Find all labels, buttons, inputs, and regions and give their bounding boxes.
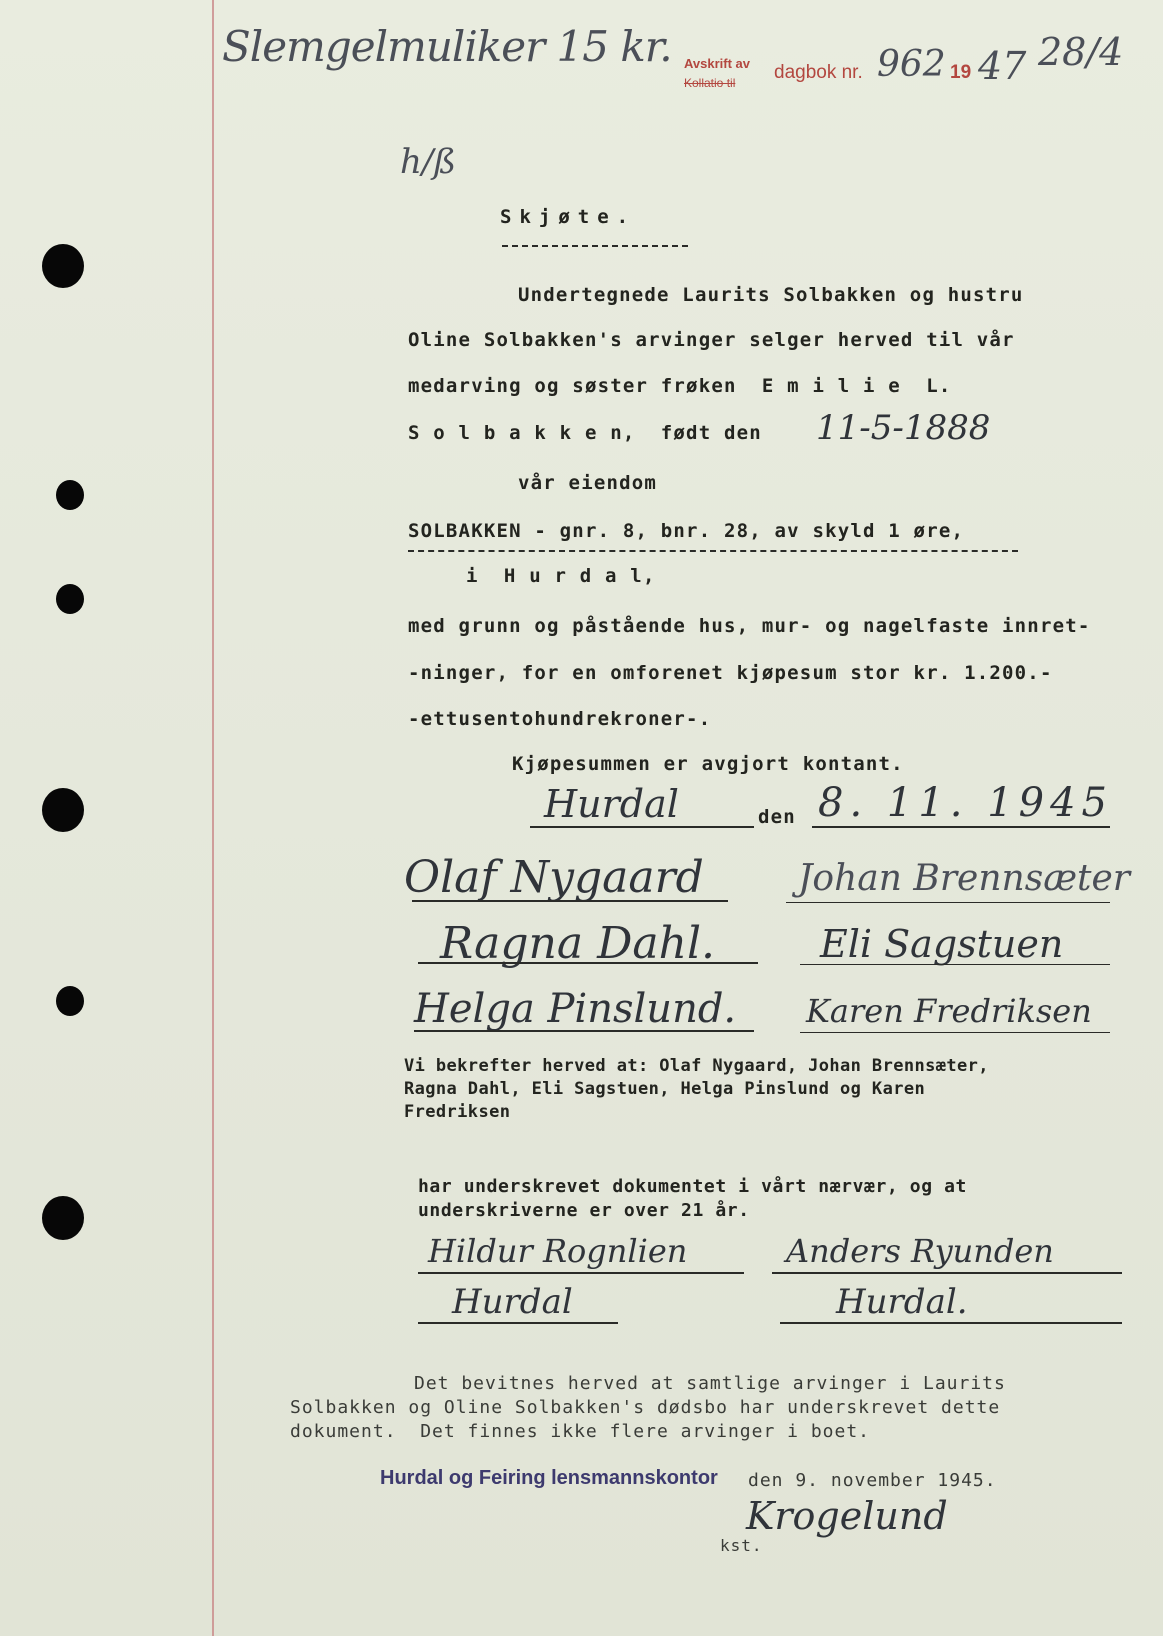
- body-line-var-eiendom: vår eiendom: [518, 472, 658, 494]
- date-handwritten-main: 8. 11. 1945: [818, 780, 1114, 826]
- red-margin-line: [212, 0, 214, 1636]
- dagbok-number: 962: [877, 44, 946, 85]
- signature-right-1: Johan Brennsæter: [798, 858, 1131, 899]
- witness-right-signature: Anders Ryunden: [786, 1232, 1054, 1270]
- document-title: Skjøte.: [500, 206, 637, 228]
- lensmann-signature: Krogelund: [746, 1494, 948, 1538]
- signature-rule: [412, 900, 728, 902]
- payment-line: Kjøpesummen er avgjort kontant.: [512, 753, 904, 775]
- body-line-2: Oline Solbakken's arvinger selger herved til vår: [408, 329, 1015, 351]
- signature-left-2: Ragna Dahl.: [440, 918, 715, 969]
- signature-rule: [418, 962, 758, 964]
- kst-label: kst.: [720, 1536, 763, 1555]
- attestation-date: den 9. november 1945.: [748, 1470, 997, 1491]
- signature-right-2: Eli Sagstuen: [820, 922, 1064, 966]
- stamp-kollatio: Kollatio til: [684, 76, 736, 90]
- body-line-5: med grunn og påstående hus, mur- og nagelfaste innret-: [408, 615, 1091, 637]
- stamp-dagbok-label: dagbok nr.: [774, 62, 863, 83]
- witness-confirm-line-3: Fredriksen: [404, 1102, 511, 1122]
- title-underline: [502, 245, 688, 247]
- signature-left-1: Olaf Nygaard: [404, 852, 704, 903]
- year-handwritten: 47: [978, 44, 1027, 88]
- signature-rule: [418, 1272, 744, 1274]
- body-line-1: Undertegnede Laurits Solbakken og hustru: [518, 284, 1024, 306]
- punch-hole: [42, 244, 84, 288]
- body-line-7: -ettusentohundrekroner-.: [408, 708, 712, 730]
- witness-signed-line-2: underskriverne er over 21 år.: [418, 1200, 750, 1221]
- witness-left-signature: Hildur Rognlien: [428, 1232, 688, 1270]
- witness-left-place: Hurdal: [452, 1282, 573, 1322]
- punch-hole: [42, 788, 84, 832]
- punch-hole: [42, 1196, 84, 1240]
- witness-confirm-line-1: Vi bekrefter herved at: Olaf Nygaard, Johan Brennsæter,: [404, 1056, 989, 1076]
- signature-rule: [772, 1272, 1122, 1274]
- body-line-3: medarving og søster frøken E m i l i e L.: [408, 375, 952, 397]
- witness-signed-line-1: har underskrevet dokumentet i vårt nærvær, og at: [418, 1176, 967, 1197]
- attestation-line-1: Det bevitnes herved at samtlige arvinger i Laurits: [414, 1373, 1006, 1394]
- place-line: i H u r d a l,: [466, 565, 656, 587]
- place-line-rule: [530, 826, 754, 828]
- date-line-rule: [812, 826, 1110, 828]
- property-line: SOLBAKKEN - gnr. 8, bnr. 28, av skyld 1 øre,: [408, 520, 965, 542]
- witness-confirm-line-2: Ragna Dahl, Eli Sagstuen, Helga Pinslund og Karen: [404, 1079, 926, 1099]
- body-line-6: -ninger, for en omforenet kjøpesum stor kr. 1.200.-: [408, 662, 1053, 684]
- attestation-line-3: dokument. Det finnes ikke flere arvinger i boet.: [290, 1421, 871, 1442]
- stamp-avskrift: Avskrift av: [684, 56, 750, 71]
- lensmann-office-stamp: Hurdal og Feiring lensmannskontor: [380, 1467, 718, 1489]
- punch-hole: [56, 584, 84, 614]
- signature-rule: [786, 902, 1110, 903]
- clerk-initials: h/ß: [400, 142, 457, 182]
- stamp-year-prefix: 19: [950, 62, 972, 83]
- punch-hole: [56, 480, 84, 510]
- place-handwritten: Hurdal: [544, 782, 679, 826]
- date-handwritten: 28/4: [1038, 30, 1124, 74]
- signature-right-3: Karen Fredriksen: [806, 992, 1092, 1030]
- attestation-line-2: Solbakken og Oline Solbakken's dødsbo har underskrevet dette: [290, 1397, 1001, 1418]
- signature-rule: [414, 1030, 754, 1032]
- date-label: den: [758, 806, 796, 828]
- body-line-4: S o l b a k k e n, født den: [408, 422, 762, 444]
- witness-right-place: Hurdal.: [836, 1282, 968, 1322]
- signature-rule: [780, 1322, 1122, 1324]
- handwritten-fee-note: Slemgelmuliker 15 kr.: [222, 22, 672, 71]
- signature-rule: [800, 1032, 1110, 1033]
- signature-rule: [418, 1322, 618, 1324]
- punch-hole: [56, 986, 84, 1016]
- birth-date-handwritten: 11-5-1888: [816, 408, 991, 448]
- property-underline: [408, 550, 1018, 552]
- signature-left-3: Helga Pinslund.: [414, 986, 737, 1032]
- signature-rule: [800, 964, 1110, 965]
